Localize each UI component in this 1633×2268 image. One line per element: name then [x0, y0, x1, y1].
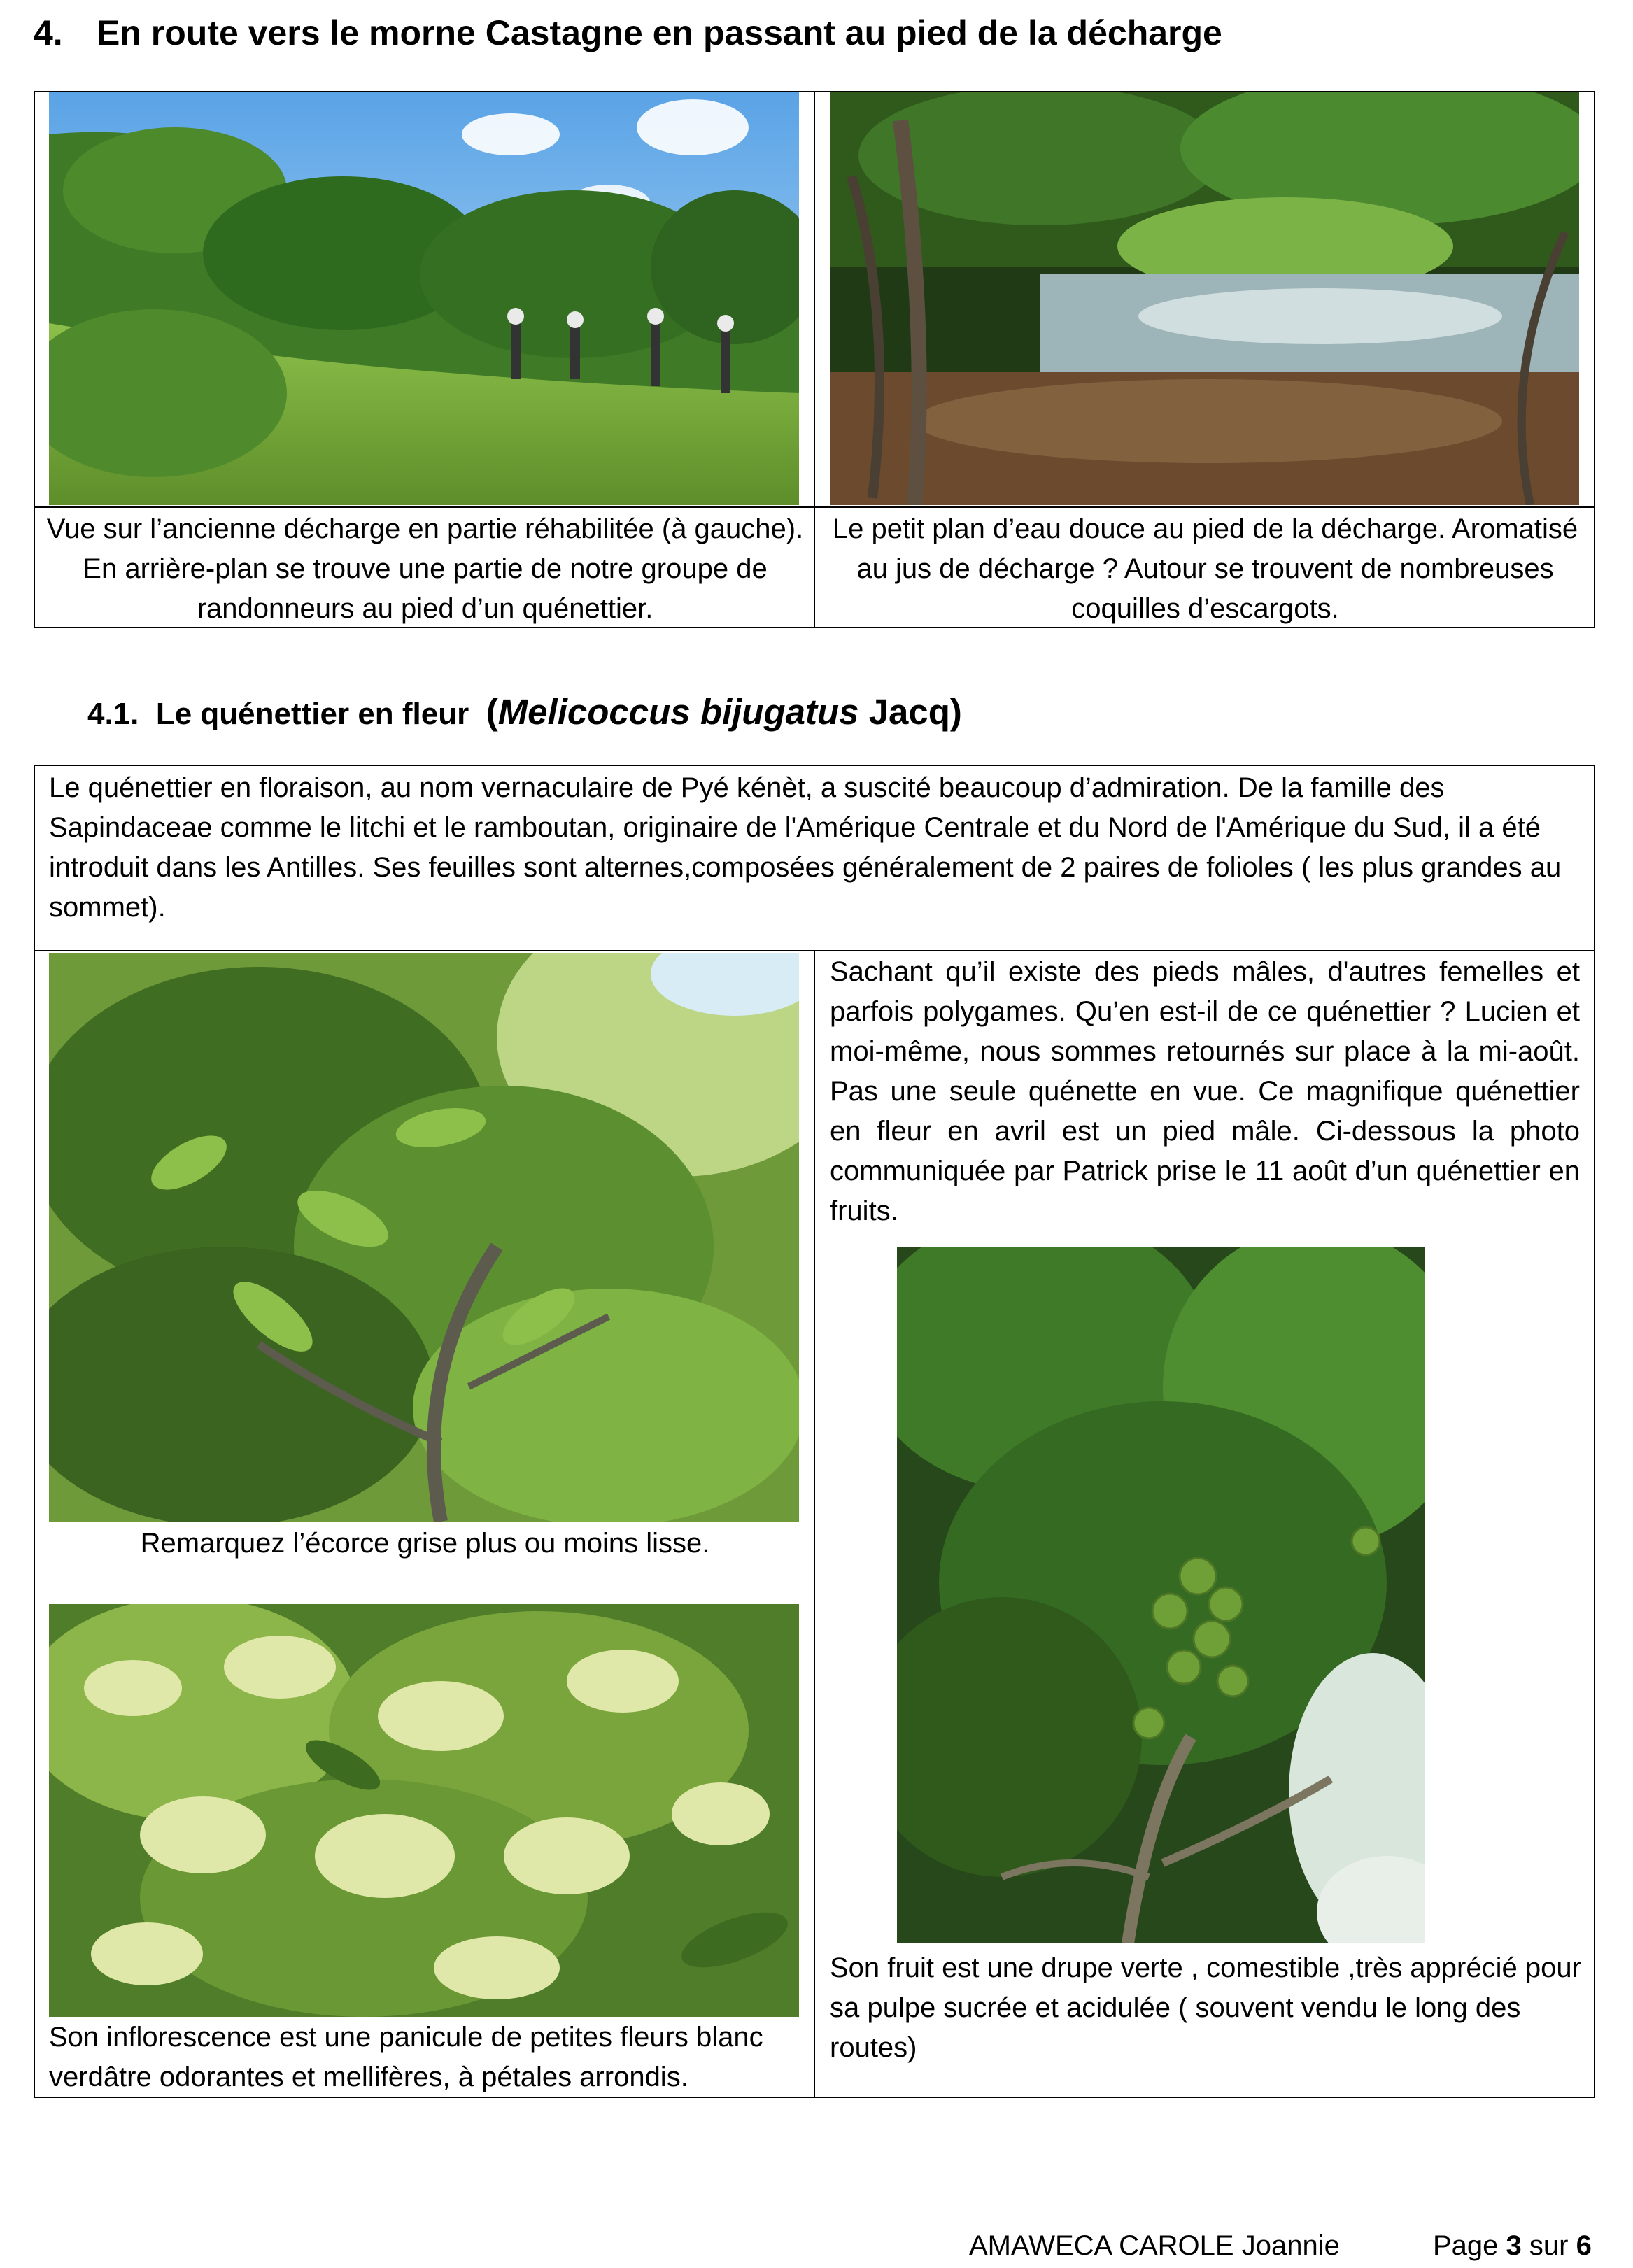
main-table-divider: [814, 950, 815, 2098]
fruit-caption: Son fruit est une drupe verte , comestible ,très apprécié pour sa pulpe sucrée et acidulée ( souvent vendu le long des routes): [830, 1952, 1581, 2063]
photo-freshwater-pond: [830, 92, 1579, 505]
page-current: 3: [1506, 2230, 1522, 2261]
page-prefix: Page: [1433, 2230, 1506, 2261]
inflorescence-caption: Son inflorescence est une panicule de petites fleurs blanc verdâtre odorantes et mellifères, à pétales arrondis.: [49, 2022, 763, 2092]
landfill-caption: Vue sur l’ancienne décharge en partie réhabilitée (à gauche). En arrière-plan se trouve une partie de notre groupe de randonneurs au pied d’un quénettier.: [46, 513, 804, 624]
photo-former-landfill: [49, 92, 799, 505]
photo-fruiting-tree: [897, 1247, 1425, 1943]
photo-bark-foliage: [49, 953, 799, 1522]
pond-caption: Le petit plan d’eau douce au pied de la décharge. Aromatisé au jus de décharge ? Autour se trouvent de nombreuses coquilles d’escargots.: [832, 513, 1578, 624]
male-female-paragraph: Sachant qu’il existe des pieds mâles, d'autres femelles et parfois polygames. Qu’en est-il de ce quénettier ? Lucien et moi-même, nous sommes retournés sur place à la mi-août. Pas une seule quénette en vue. Ce magnifique quénettier en fleur en avril est un pied mâle. Ci-dessous la photo communiquée par Patrick prise le 11 août d’un quénettier en fruits.: [830, 956, 1580, 1226]
subsection-number: 4.1.: [87, 697, 139, 731]
sci-binomial: Melicoccus bijugatus: [497, 692, 859, 732]
section-heading: [34, 13, 1222, 53]
intro-paragraph: Le quénettier en floraison, au nom vernaculaire de Pyé kénèt, a suscité beaucoup d’admiration. De la famille des Sapindaceae comme le litchi et le ramboutan, originaire de l'Amérique Centrale et du Nord de l'Amérique du Sud, il a été introduit dans les Antilles. Ses feuilles sont alternes,composées généralement de 2 paires de folioles ( les plus grandes au sommet).: [49, 772, 1562, 923]
top-table-caption-rule: [34, 506, 1595, 508]
sci-open-paren: (: [486, 692, 498, 732]
section-title: En route vers le morne Castagne en passant au pied de la décharge: [97, 13, 1222, 52]
sci-author: Jacq): [858, 692, 962, 732]
page-separator: sur: [1521, 2230, 1576, 2261]
photo-inflorescence: [49, 1604, 799, 2017]
top-table-divider: [814, 91, 815, 628]
footer-author: AMAWECA CAROLE Joannie: [969, 2230, 1340, 2261]
scientific-name: [486, 692, 962, 732]
bark-caption: Remarquez l’écorce grise plus ou moins lisse.: [140, 1528, 710, 1559]
subsection-title: Le quénettier en fleur: [155, 697, 469, 731]
section-number: 4.: [34, 13, 63, 52]
subsection-heading: [87, 691, 962, 732]
page-total: 6: [1576, 2230, 1592, 2261]
footer-page-number: [1433, 2230, 1592, 2262]
